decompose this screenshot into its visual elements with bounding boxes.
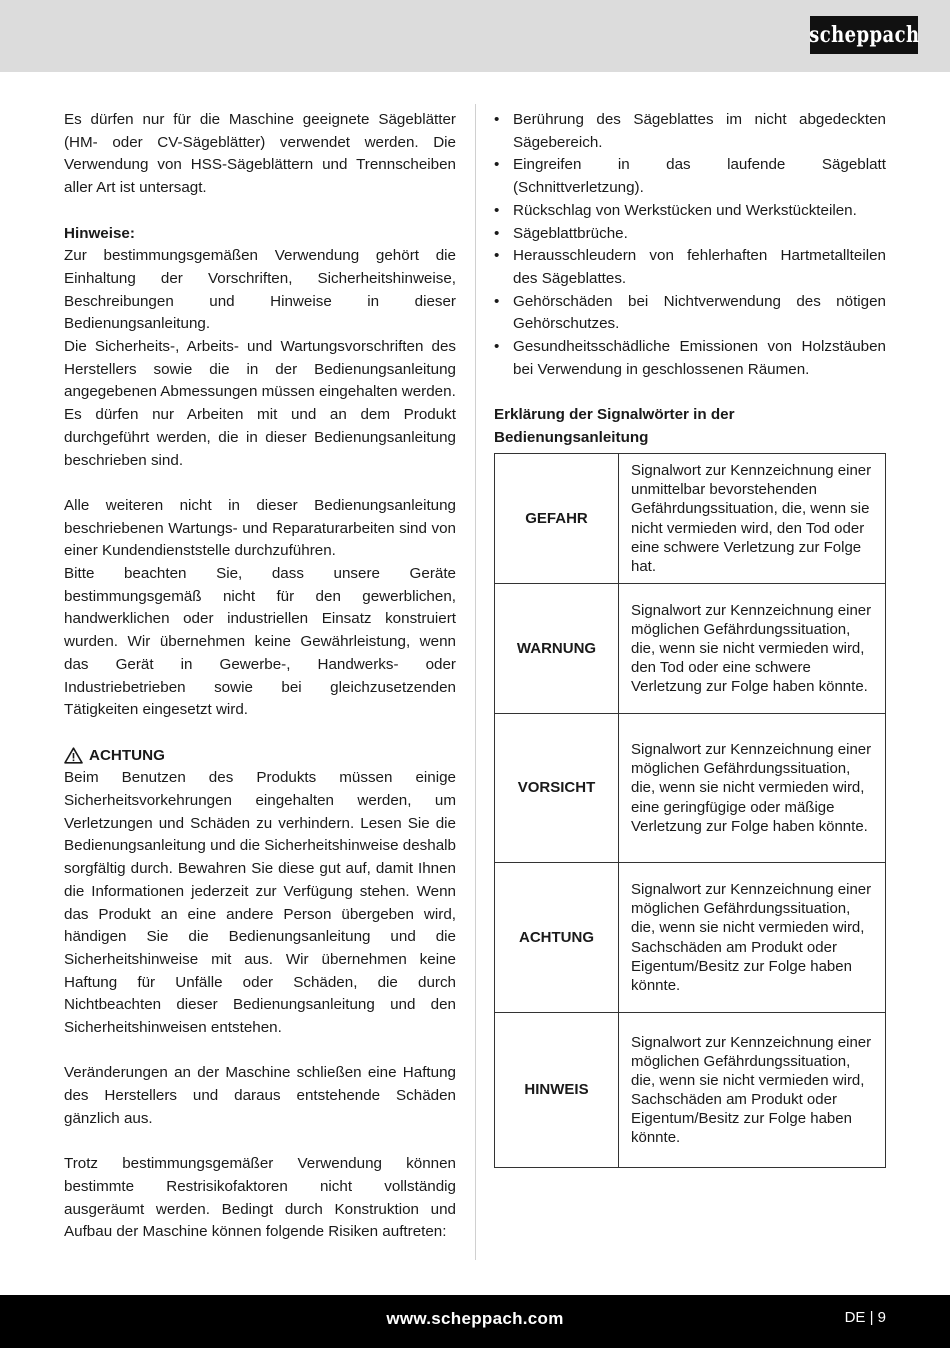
signal-word: VORSICHT	[495, 714, 619, 863]
list-item: • Gesundheitsschädliche Emissionen von Holzstäuben bei Verwendung in geschlossenen Räumen.	[494, 336, 886, 381]
signal-words-table	[494, 453, 886, 1168]
column-divider	[475, 104, 476, 1260]
page-number: DE | 9	[844, 1309, 886, 1326]
table-row	[495, 714, 886, 863]
list-item: • Rückschlag von Werkstücken und Werkstückteilen.	[494, 200, 886, 223]
brand-logo: scheppach	[810, 16, 918, 54]
paragraph-modifications: Veränderungen an der Maschine schließen eine Haftung des Herstellers und daraus entstehende Schäden gänzlich aus.	[64, 1064, 456, 1127]
paragraph-intended-use: Zur bestimmungsgemäßen Verwendung gehört die Einhaltung der Vorschriften, Sicherheitshinweise, Beschreibungen und Hinweise in dieser Bedienungsanleitung.	[64, 247, 456, 333]
paragraph-residual-risks: Trotz bestimmungsgemäßer Verwendung können bestimmte Restrisikofaktoren nicht vollständig ausgeräumt werden. Bedingt durch Konstruktion und Aufbau der Maschine können folgende Risiken auftreten:	[64, 1155, 456, 1241]
table-row	[495, 584, 886, 714]
list-item: • Berührung des Sägeblattes im nicht abgedeckten Sägebereich.	[494, 109, 886, 154]
signal-description: Signalwort zur Kennzeichnung einer möglichen Gefährdungssituation, die, wenn sie nicht vermieden wird, Sachschäden am Produkt oder Eigentum/Besitz zur Folge haben könnte.	[619, 1013, 886, 1168]
list-item: • Eingreifen in das laufende Sägeblatt (Schnittverletzung).	[494, 154, 886, 199]
table-row	[495, 1013, 886, 1168]
paragraph-saw-blades: Es dürfen nur für die Maschine geeignete Sägeblätter (HM- oder CV-Sägeblätter) verwendet werden. Die Verwendung von HSS-Sägeblättern und Trennscheiben aller Art ist untersagt.	[64, 111, 456, 197]
signal-word: HINWEIS	[495, 1013, 619, 1168]
table-row	[495, 863, 886, 1013]
paragraph-manufacturer-rules: Die Sicherheits-, Arbeits- und Wartungsvorschriften des Herstellers sowie die in der Bedienungsanleitung angegebenen Abmessungen müssen eingehalten werden.	[64, 338, 456, 401]
list-item: • Herausschleudern von fehlerhaften Hartmetallteilen des Sägeblattes.	[494, 245, 886, 290]
achtung-heading	[64, 745, 456, 768]
page-footer	[0, 1295, 950, 1348]
left-column	[64, 109, 456, 1244]
signal-description: Signalwort zur Kennzeichnung einer möglichen Gefährdungssituation, die, wenn sie nicht vermieden wird, den Tod oder eine schwere Verletzung zur Folge haben könnte.	[619, 584, 886, 714]
signal-word: ACHTUNG	[495, 863, 619, 1013]
paragraph-service: Alle weiteren nicht in dieser Bedienungsanleitung beschriebenen Wartungs- und Reparaturarbeiten sind von einer Kundendienststelle durchzuführen.	[64, 496, 456, 560]
achtung-heading-label: ACHTUNG	[89, 746, 165, 764]
hinweise-heading: Hinweise:	[64, 224, 135, 242]
signal-word: WARNUNG	[495, 584, 619, 714]
paragraph-permitted-work: Es dürfen nur Arbeiten mit und an dem Produkt durchgeführt werden, die in dieser Bedienungsanleitung beschrieben sind.	[64, 406, 456, 469]
signal-description: Signalwort zur Kennzeichnung einer möglichen Gefährdungssituation, die, wenn sie nicht vermieden wird, eine geringfügige oder mäßige Verletzung zur Folge haben könnte.	[619, 714, 886, 863]
paragraph-warranty: Bitte beachten Sie, dass unsere Geräte bestimmungsgemäß nicht für den gewerblichen, handwerklichen oder industriellen Einsatz konstruiert wurden. Wir übernehmen keine Gewährleistung, wenn das Gerät in Gewerbe-, Handwerks- oder Industriebetrieben sowie bei gleichzusetzenden Tätigkeiten eingesetzt wird.	[64, 565, 456, 719]
website-url: www.scheppach.com	[386, 1309, 564, 1328]
page-header	[0, 0, 950, 72]
paragraph-safety: Beim Benutzen des Produkts müssen einige Sicherheitsvorkehrungen eingehalten werden, um Verletzungen und Schäden zu verhindern. Lesen Sie die Bedienungsanleitung und die Sicherheitshinweise deshalb sorgfältig durch. Bewahren Sie diese gut auf, damit Ihnen die Informationen jederzeit zur Verfügung stehen. Wenn das Produkt an eine andere Person übergeben wird, händigen Sie die Bedienungsanleitung und die Sicherheitshinweise mit aus. Wir übernehmen keine Haftung für Unfälle oder Schäden, die durch Nichtbeachten dieser Bedienungsanleitung und den Sicherheitshinweisen entstehen.	[64, 769, 456, 1037]
risk-list	[494, 109, 886, 381]
right-column	[494, 109, 886, 450]
list-item: • Sägeblattbrüche.	[494, 223, 886, 246]
signal-description: Signalwort zur Kennzeichnung einer möglichen Gefährdungssituation, die, wenn sie nicht vermieden wird, Sachschäden am Produkt oder Eigentum/Besitz zur Folge haben könnte.	[619, 863, 886, 1013]
signal-words-heading: Erklärung der Signalwörter in der Bedienungsanleitung	[494, 406, 735, 446]
warning-triangle-icon	[64, 747, 83, 764]
table-row	[495, 454, 886, 584]
signal-description: Signalwort zur Kennzeichnung einer unmittelbar bevorstehenden Gefährdungssituation, die, wenn sie nicht vermieden wird, den Tod oder eine schwere Verletzung zur Folge hat.	[619, 454, 886, 584]
list-item: • Gehörschäden bei Nichtverwendung des nötigen Gehörschutzes.	[494, 291, 886, 336]
signal-word: GEFAHR	[495, 454, 619, 584]
